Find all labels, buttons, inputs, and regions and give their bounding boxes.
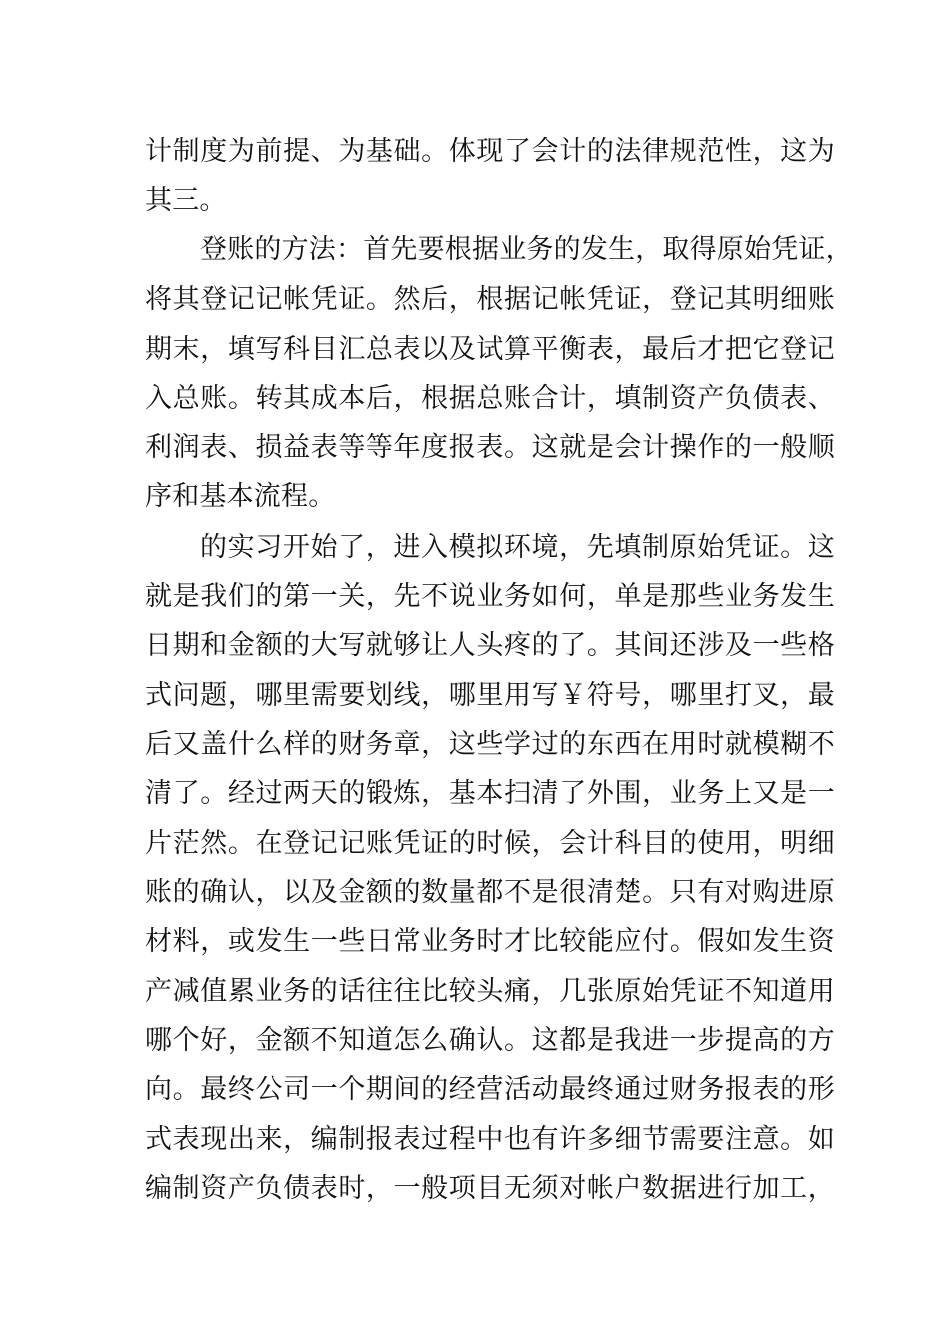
text-line: 将其登记记帐凭证。然后，根据记帐凭证，登记其明细账 (145, 284, 835, 315)
text-line: 材料，或发生一些日常业务时才比较能应付。假如发生资 (145, 926, 835, 957)
text-line: 序和基本流程。 (145, 481, 336, 512)
text-line: 期末，填写科目汇总表以及试算平衡表，最后才把它登记 (145, 334, 835, 365)
paragraph-first-line: 登账的方法：首先要根据业务的发生，取得原始凭证， (200, 234, 853, 265)
text-line: 式问题，哪里需要划线，哪里用写￥符号，哪里打叉，最 (145, 680, 835, 711)
text-line: 计制度为前提、为基础。体现了会计的法律规范性，这为 (145, 136, 835, 167)
text-line: 式表现出来，编制报表过程中也有许多细节需要注意。如 (145, 1124, 835, 1155)
text-line: 账的确认，以及金额的数量都不是很清楚。只有对购进原 (145, 877, 835, 908)
text-line: 清了。经过两天的锻炼，基本扫清了外围，业务上又是一 (145, 778, 835, 809)
text-line: 编制资产负债表时，一般项目无须对帐户数据进行加工， (145, 1173, 835, 1204)
text-line: 其三。 (145, 185, 227, 216)
text-line: 后又盖什么样的财务章，这些学过的东西在用时就模糊不 (145, 729, 835, 760)
text-line: 入总账。转其成本后，根据总账合计，填制资产负债表、 (145, 383, 835, 414)
text-line: 片茫然。在登记记账凭证的时候，会计科目的使用，明细 (145, 828, 835, 859)
paragraph-first-line: 的实习开始了，进入模拟环境，先填制原始凭证。这 (200, 532, 835, 563)
text-line: 哪个好，金额不知道怎么确认。这都是我进一步提高的方 (145, 1025, 835, 1056)
text-line: 就是我们的第一关，先不说业务如何，单是那些业务发生 (145, 581, 835, 612)
text-line: 日期和金额的大写就够让人头疼的了。其间还涉及一些格 (145, 630, 835, 661)
text-line: 利润表、损益表等等年度报表。这就是会计操作的一般顺 (145, 432, 835, 463)
text-line: 向。最终公司一个期间的经营活动最终通过财务报表的形 (145, 1074, 835, 1105)
text-line: 产减值累业务的话往往比较头痛，几张原始凭证不知道用 (145, 976, 835, 1007)
